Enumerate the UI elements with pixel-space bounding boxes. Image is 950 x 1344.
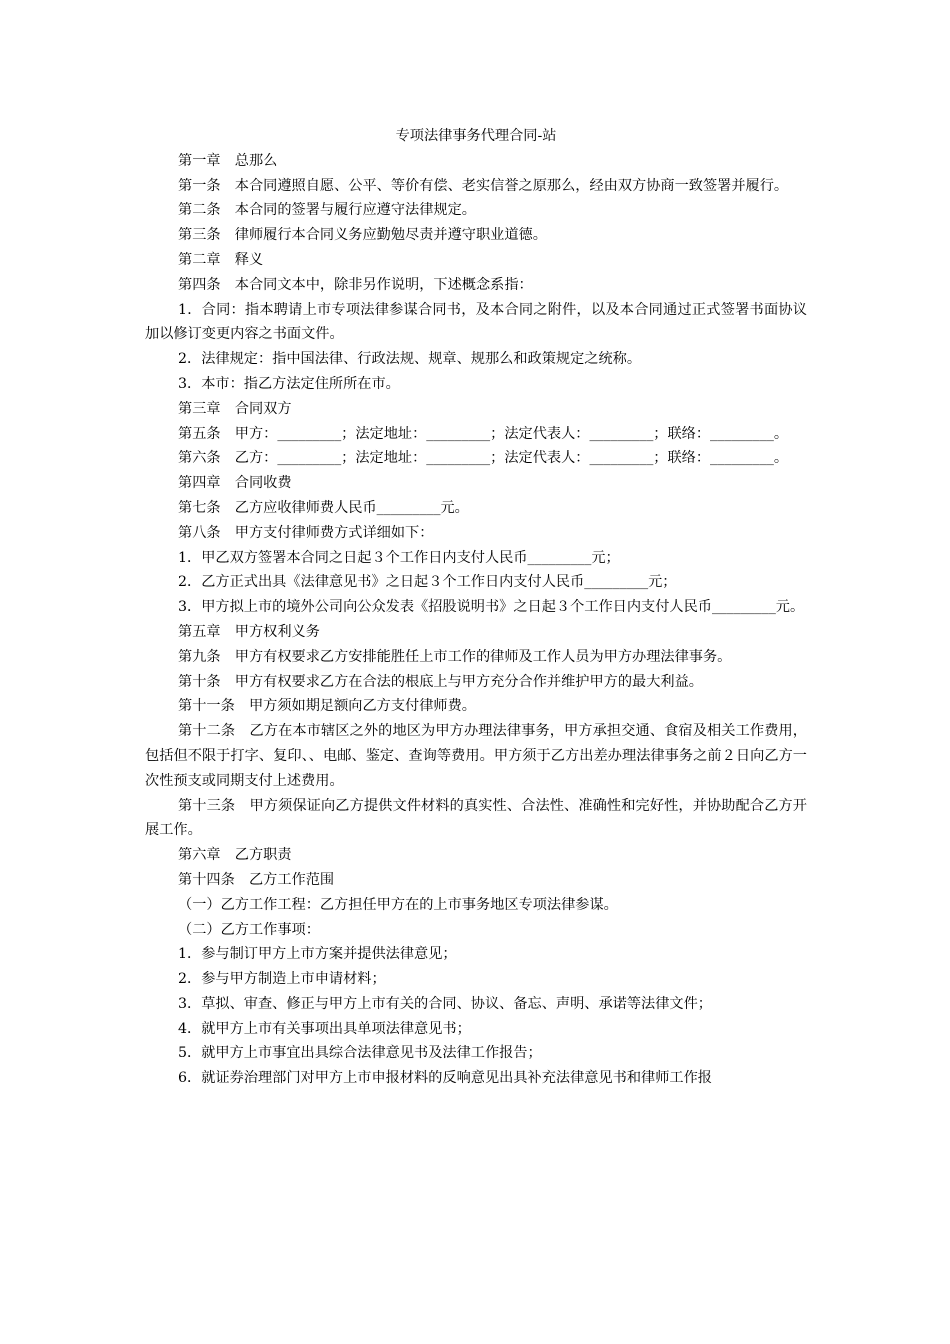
article-2: 第二条 本合同的签署与履行应遵守法律规定。 [178,202,476,219]
article-3: 第三条 律师履行本合同义务应勤勉尽责并遵守职业道德。 [178,227,547,244]
definition-legal-provisions: 2．法律规定：指中国法律、行政法规、规章、规那么和政策规定之统称。 [178,351,642,368]
chapter-5-heading: 第五章 甲方权利义务 [178,623,320,640]
document-page [145,124,807,1091]
article-6-party-b: 第六条 乙方：_________；法定地址：_________；法定代表人：_________；联络：_________。 [178,450,789,467]
scope-item-2: （二）乙方工作事项： [178,921,320,938]
article-1: 第一条 本合同遵照自愿、公平、等价有偿、老实信誉之原那么，经由双方协商一致签署并履行。 [178,177,789,194]
article-5-party-a: 第五条 甲方：_________；法定地址：_________；法定代表人：_________；联络：_________。 [178,425,789,442]
task-item-1: 1．参与制订甲方上市方案并提供法律意见； [178,946,457,963]
article-12: 第十二条 乙方在本市辖区之外的地区为甲方办理法律事务，甲方承担交通、食宿及相关工作费用，包括但不限于打字、复印、、电邮、鉴定、查询等费用。甲方须于乙方出差办理法律事务之前２日向乙方一次性预支或同期支付上述费用。 [145,723,807,789]
article-7: 第七条 乙方应收律师费人民币_________元。 [178,499,469,516]
payment-item-1: 1．甲乙双方签署本合同之日起３个工作日内支付人民币_________元； [178,549,620,566]
task-item-3: 3．草拟、审查、修正与甲方上市有关的合同、协议、备忘、声明、承诺等法律文件； [178,995,712,1012]
chapter-3-heading: 第三章 合同双方 [178,400,292,417]
chapter-6-heading: 第六章 乙方职责 [178,847,292,864]
payment-item-2: 2．乙方正式出具《法律意见书》之日起３个工作日内支付人民币_________元； [178,574,677,591]
article-14: 第十四条 乙方工作范围 [178,871,335,888]
task-item-4: 4．就甲方上市有关事项出具单项法律意见书； [178,1020,471,1037]
article-8: 第八条 甲方支付律师费方式详细如下： [178,524,434,541]
chapter-4-heading: 第四章 合同收费 [178,475,292,492]
definition-contract: 1．合同：指本聘请上市专项法律参谋合同书，及本合同之附件，以及本合同通过正式签署书面协议加以修订变更内容之书面文件。 [145,301,807,343]
task-item-5: 5．就甲方上市事宜出具综合法律意见书及法律工作报告； [178,1045,542,1062]
scope-item-1: （一）乙方工作工程：乙方担任甲方在的上市事务地区专项法律参谋。 [178,896,618,913]
definition-city: 3．本市：指乙方法定住所所在市。 [178,375,400,392]
document-title: 专项法律事务代理合同-站 [395,128,557,144]
chapter-2-heading: 第二章 释义 [178,251,264,268]
task-item-6: 6．就证券治理部门对甲方上市申报材料的反响意见出具补充法律意见书和律师工作报 [178,1070,712,1087]
task-item-2: 2．参与甲方制造上市申请材料； [178,971,386,988]
payment-item-3: 3．甲方拟上市的境外公司向公众发表《招股说明书》之日起３个工作日内支付人民币_________元。 [178,599,805,616]
article-10: 第十条 甲方有权要求乙方在合法的根底上与甲方充分合作并维护甲方的最大利益。 [178,673,703,690]
chapter-1-heading: 第一章 总那么 [178,152,278,169]
article-4: 第四条 本合同文本中，除非另作说明，下述概念系指： [178,276,533,293]
article-13: 第十三条 甲方须保证向乙方提供文件材料的真实性、合法性、准确性和完好性，并协助配合乙方开展工作。 [145,797,807,839]
article-11: 第十一条 甲方须如期足额向乙方支付律师费。 [178,698,476,715]
article-9: 第九条 甲方有权要求乙方安排能胜任上市工作的律师及工作人员为甲方办理法律事务。 [178,648,732,665]
